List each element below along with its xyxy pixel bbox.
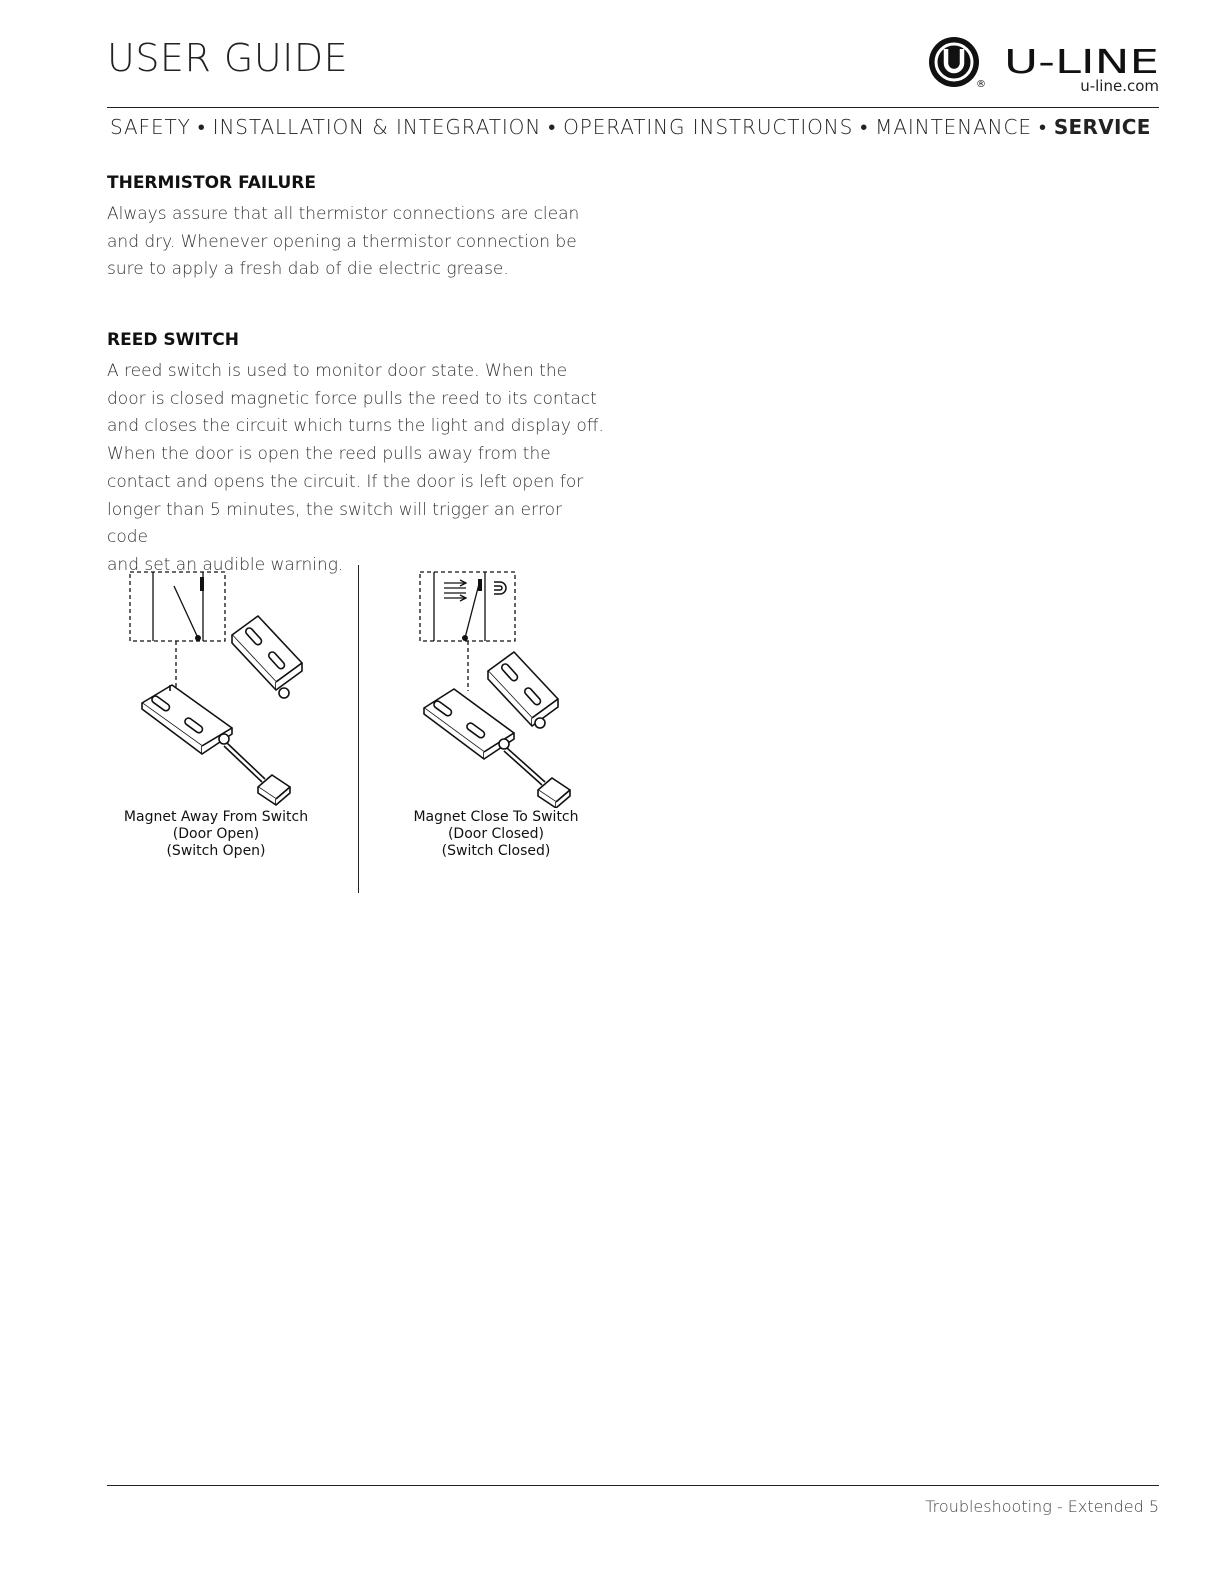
nav-item-service[interactable]: SERVICE [1053,115,1151,139]
nav-item-maintenance[interactable]: MAINTENANCE [875,115,1032,139]
reed-switch-section [107,330,607,580]
figure-divider [358,565,359,893]
body-line: door is closed magnetic force pulls the reed to its contact [107,388,597,409]
nav-separator: • [197,115,206,139]
footer-rule [107,1485,1159,1486]
section-body [107,201,607,284]
nav-separator: • [1038,115,1047,139]
page-footer: Troubleshooting - Extended 5 [925,1497,1159,1516]
body-line: contact and opens the circuit. If the door is left open for [107,471,584,492]
caption-line: (Switch Open) [166,843,266,859]
reed-switch-open-illustration [120,563,320,808]
header-rule [107,107,1159,108]
page-title: USER GUIDE [107,36,349,80]
body-line: and closes the circuit which turns the light and display off. [107,416,604,437]
body-line: sure to apply a fresh dab of die electric grease. [107,259,509,280]
thermistor-failure-section [107,173,607,284]
caption-line: (Door Closed) [447,826,545,842]
registered-mark: ® [976,79,986,90]
reed-switch-closed-illustration [410,563,610,808]
caption-line: (Door Open) [172,826,260,842]
figure-caption-closed [390,809,602,860]
body-line: A reed switch is used to monitor door state. When the [107,361,568,381]
website-url[interactable]: u-line.com [1080,77,1159,95]
section-heading: REED SWITCH [107,330,239,350]
body-line: Always assure that all thermistor connections are clean [107,204,580,224]
caption-line: Magnet Close To Switch [413,809,579,825]
nav-item-operating[interactable]: OPERATING INSTRUCTIONS [563,115,854,139]
figure-caption-open [110,809,322,860]
body-line: When the door is open the reed pulls away from the [107,444,551,465]
section-navigation [110,115,1159,140]
caption-line: Magnet Away From Switch [123,809,309,825]
nav-separator: • [860,115,869,139]
body-line: and set an audible warning. [107,554,344,575]
body-line: and dry. Whenever opening a thermistor connection be [107,231,577,252]
section-heading: THERMISTOR FAILURE [107,173,316,193]
section-body [107,358,607,580]
nav-separator: • [548,115,557,139]
nav-item-safety[interactable]: SAFETY [110,115,191,139]
brand-wordmark: U-LINE [1004,42,1159,81]
caption-line: (Switch Closed) [441,843,551,859]
body-line: longer than 5 minutes, the switch will trigger an error code [107,499,562,548]
nav-item-installation[interactable]: INSTALLATION & INTEGRATION [212,115,542,139]
